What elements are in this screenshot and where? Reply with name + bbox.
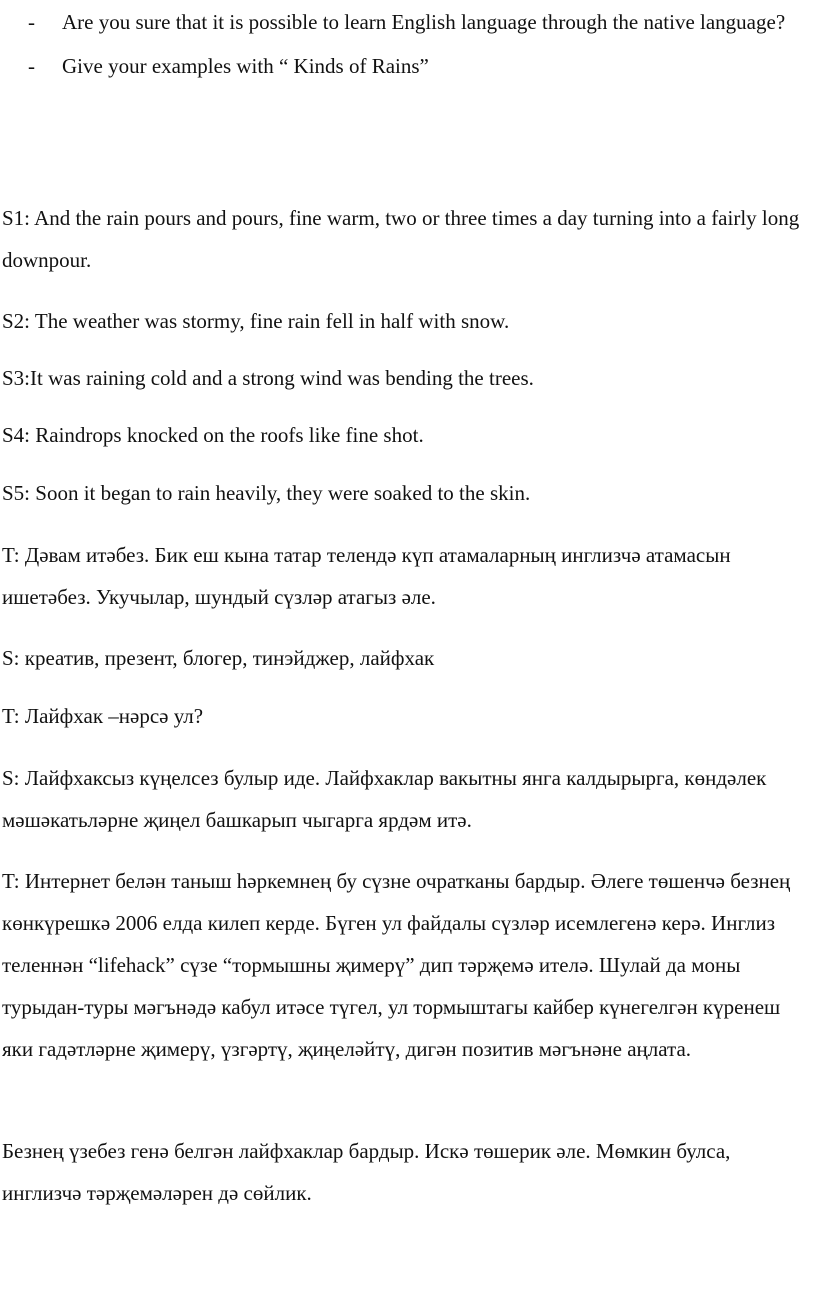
list-item [28,0,808,44]
student-answer-s5: S5: Soon it began to rain heavily, they were soaked to the skin. [2,481,531,505]
question-list [28,0,808,88]
list-dash: - [28,54,35,78]
closing-paragraph: Безнең үзебез генә белгән лайфхаклар бардыр. Искә төшерик әле. Мөмкин булса, инглизчә тәрҗемәләрен дә сөйлик. [2,1139,731,1205]
student-answer-s4: S4: Raindrops knocked on the roofs like fine shot. [2,423,424,447]
teacher-explanation: T: Интернет белән таныш һәркемнең бу сүзне очратканы бардыр. Әлеге төшенчә безнең көнкүрешкә 2006 елда килеп керде. Бүген ул файдалы сүзләр исемлегенә керә. Инглиз теленнән “lifehack” сүзе “тормышны җимерү” дип тәрҗемә ителә. Шулай да моны турыдан-туры мәгънәдә кабул итәсе түгел, ул тормыштагы кайбер күнегелгән күренеш яки гадәтләрне җимерү, үзгәртү, җиңеләйтү, дигән позитив мәгънәне аңлата. [2,869,791,1061]
student-answer-s1: S1: And the rain pours and pours, fine warm, two or three times a day turning into a fairly long downpour. [2,206,800,272]
list-dash: - [28,10,35,34]
student-word-list: S: креатив, презент, блогер, тинэйджер, лайфхак [2,646,435,670]
student-answer-s2: S2: The weather was stormy, fine rain fell in half with snow. [2,309,510,333]
student-answer: S: Лайфхаксыз күңелсез булыр иде. Лайфхаклар вакытны янга калдырырга, көндәлек мәшәкатьләрне җиңел башкарып чыгарга ярдәм итә. [2,766,767,832]
question-text: Give your examples with “ Kinds of Rains” [62,54,429,78]
teacher-question: T: Лайфхак –нәрсә ул? [2,704,204,728]
list-item [28,44,808,88]
teacher-prompt: T: Дәвам итәбез. Бик еш кына татар телендә күп атамаларның инглизчә атамасын ишетәбез. Укучылар, шундый сүзләр атагыз әле. [2,543,731,609]
question-text: Are you sure that it is possible to learn English language through the native language? [62,10,786,34]
student-answer-s3: S3:It was raining cold and a strong wind was bending the trees. [2,366,534,390]
